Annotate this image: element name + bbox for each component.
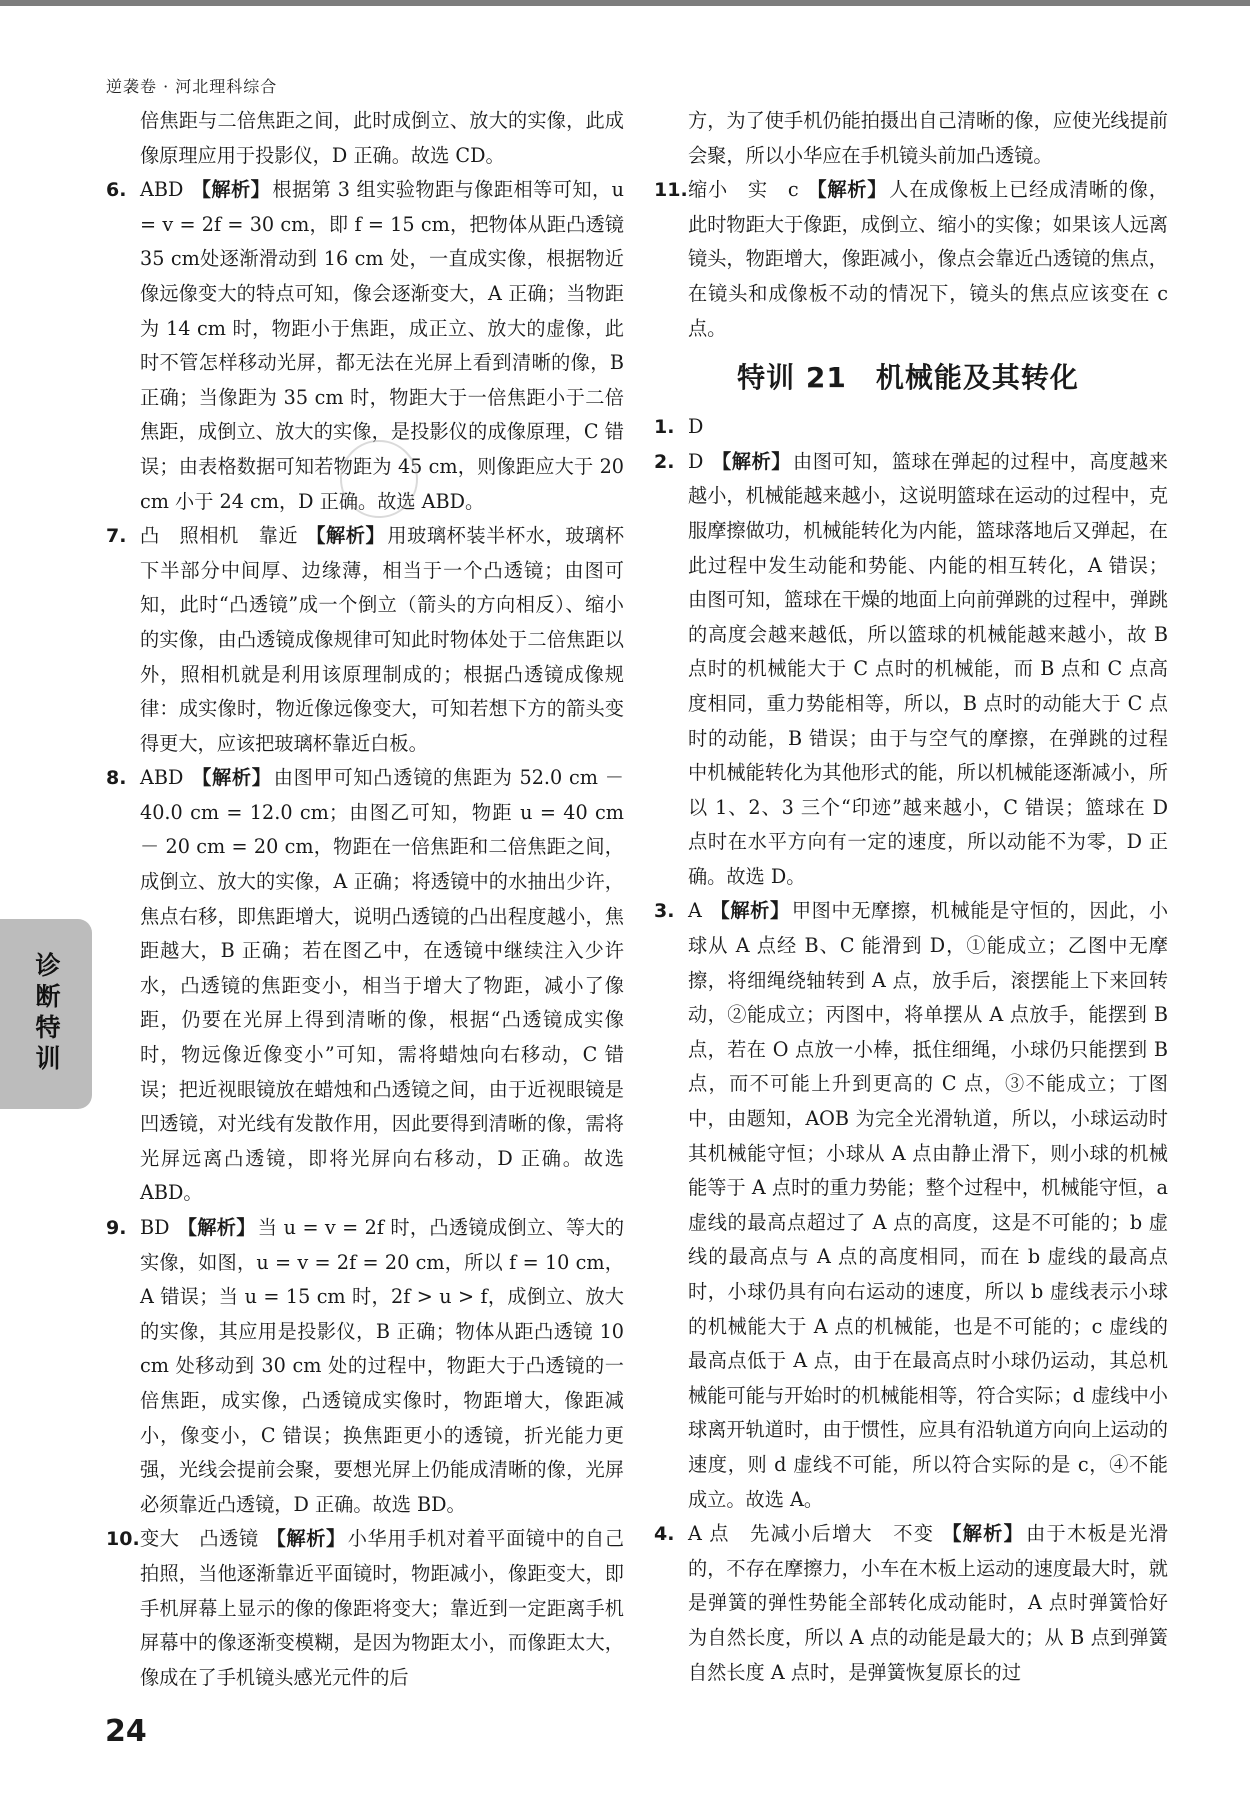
right-column: [648, 104, 1168, 1690]
left-column: [100, 104, 624, 1695]
answer-item-7: 7. 凸 照相机 靠近 【解析】 用玻璃杯装半杯水，玻璃杯下半部分中间厚、边缘薄，相当于一个凸透镜；由图可知，此时“凸透镜”成一个倒立（箭头的方向相反）、缩小的实像，由凸透镜成像规律可知此时物体处于二倍焦距以外，照相机就是利用该原理制成的；根据凸透镜成像规律：成实像时，物近像远像变大，可知若想下方的箭头变得更大，应该把玻璃杯靠近白板。: [106, 524, 625, 755]
section-title: 特训 21 机械能及其转化: [737, 361, 1079, 395]
answer-continuation: 倍焦距与二倍焦距之间，此时成倒立、放大的实像，此成像原理应用于投影仪，D 正确。故选 CD。: [140, 109, 624, 167]
answer-item-4: 4. A 点 先减小后增大 不变 【解析】 由于木板是光滑的，不存在摩擦力，小车在木板上运动的速度最大时，就是弹簧的弹性势能全部转化成动能时，A 点时弹簧恰好为自然长度，所以 A 点的动能是最大的；从 B 点到弹簧自然长度 A 点时，是弹簧恢复原长的过: [654, 1522, 1169, 1684]
answer-item-2: 2. D 【解析】 由图可知，篮球在弹起的过程中，高度越来越小，机械能越来越小，这说明篮球在运动的过程中，克服摩擦做功，机械能转化为内能，篮球落地后又弹起，在此过程中发生动能和势能、内能的相互转化，A 错误；由图可知，篮球在干燥的地面上向前弹跳的过程中，弹跳的高度会越来越低，所以篮球的机械能越来越小，故 B 点时的机械能大于 C 点时的机械能，而 B 点和 C 点高度相同，重力势能相等，所以，B 点时的动能大于 C 点时的动能，B 错误；由于与空气的摩擦，在弹跳的过程中机械能转化为其他形式的能，所以机械能逐渐减小，所以 1、2、3 三个“印迹”越来越小，C 错误；篮球在 D 点时在水平方向有一定的速度，所以动能不为零，D 正确。故选 D。: [654, 449, 1168, 888]
top-rule: [0, 0, 1250, 6]
faint-stamp: [340, 440, 418, 518]
answer-item-9: 9. BD 【解析】 当 u = v = 2f 时，凸透镜成倒立、等大的实像，如图，u = v = 2f = 20 cm，所以 f = 10 cm，A 错误；当 u = 15 cm 时，2f > u > f，成倒立、放大的实像，其应用是投影仪，B 正确；物体从距凸透镜 10 cm 处移动到 30 cm 处的过程中，物距大于凸透镜的一倍焦距，成实像，凸透镜成实像时，物距增大，像距减小，像变小，C 错误；换焦距更小的透镜，折光能力更强，光线会提前会聚，要想光屏上仍能成清晰的像，光屏必须靠近凸透镜，D 正确。故选 BD。: [106, 1216, 625, 1516]
answer-continuation: 方，为了使手机仍能拍摄出自己清晰的像，应使光线提前会聚，所以小华应在手机镜头前加凸透镜。: [688, 109, 1168, 167]
answer-item-3: 3. A 【解析】 甲图中无摩擦，机械能是守恒的，因此，小球从 A 点经 B、C 能滑到 D，①能成立；乙图中无摩擦，将细绳绕轴转到 A 点，放手后，滚摆能上下来回转动，②能成立；丙图中，将单摆从 A 点放手，能摆到 B 点，若在 O 点放一小棒，抵住细绳，小球仍只能摆到 B 点，而不可能上升到更高的 C 点，③不能成立；丁图中，由题知，AOB 为完全光滑轨道，所以，小球运动时其机械能守恒；小球从 A 点由静止滑下，则小球的机械能等于 A 点时的重力势能；整个过程中，机械能守恒，a 虚线的最高点超过了 A 点的高度，这是不可能的；b 虚线的最高点与 A 点的高度相同，而在 b 虚线的最高点时，小球仍具有向右运动的速度，所以 b 虚线表示小球的机械能大于 A 点的机械能，也是不可能的；c 虚线的最高点低于 A 点，由于在最高点时小球仍运动，其总机械能可能与开始时的机械能相等，符合实际；d 虚线中小球离开轨道时，由于惯性，应具有沿轨道方向向上运动的速度，则 d 虚线不可能，所以符合实际的是 c，④不能成立。故选 A。: [654, 899, 1169, 1511]
answer-item-10: 10. 变大 凸透镜 【解析】 小华用手机对着平面镜中的自己拍照，当他逐渐靠近平面镜时，物距减小，像距变大，即手机屏幕上显示的像的像距将变大；靠近到一定距离手机屏幕中的像逐渐变模糊，是因为物距太小，而像距太大，像成在了手机镜头感光元件的后: [106, 1527, 625, 1689]
answer-item-6: 6. ABD 【解析】 根据第 3 组实验物距与像距相等可知，u = v = 2f = 30 cm，即 f = 15 cm，把物体从距凸透镜 35 cm处逐渐滑动到 16 cm 处，一直成实像，根据物近像远像变大的特点可知，像会逐渐变大，A 正确；当物距为 14 cm 时，物距小于焦距，成正立、放大的虚像，此时不管怎样移动光屏，都无法在光屏上看到清晰的像，B 正确；当像距为 35 cm 时，物距大于一倍焦距小于二倍焦距，成倒立、放大的实像，是投影仪的成像原理，C 错误；由表格数据可知若物距为 45 cm，则像距应大于 20 cm 小于 24 cm，D 正确。故选 ABD。: [106, 178, 625, 513]
section-side-tab: 诊断特训: [0, 919, 92, 1109]
answer-item-11: 11. 缩小 实 c 【解析】 人在成像板上已经成清晰的像，此时物距大于像距，成倒立、缩小的实像；如果该人远离镜头，物距增大，像距减小，像点会靠近凸透镜的焦点，在镜头和成像板不动的情况下，镜头的焦点应该变在 c 点。: [654, 178, 1169, 340]
page-number: 24: [105, 1714, 147, 1749]
running-header: 逆袭卷 · 河北理科综合: [106, 77, 278, 96]
answer-item-8: 8. ABD 【解析】 由图甲可知凸透镜的焦距为 52.0 cm －40.0 cm = 12.0 cm；由图乙可知，物距 u = 40 cm － 20 cm = 20 cm，物距在一倍焦距和二倍焦距之间，成倒立、放大的实像，A 正确；将透镜中的水抽出少许，焦点右移，即焦距增大，说明凸透镜的凸出程度越小，焦距越大，B 正确；若在图乙中，在透镜中继续注入少许水，凸透镜的焦距变小，相当于增大了物距，减小了像距，仍要在光屏上得到清晰的像，根据“凸透镜成实像时，物远像近像变小”可知，需将蜡烛向右移动，C 错误；把近视眼镜放在蜡烛和凸透镜之间，由于近视眼镜是凹透镜，对光线有发散作用，因此要得到清晰的像，需将光屏远离凸透镜，即将光屏向右移动，D 正确。故选 ABD。: [106, 766, 624, 1205]
answer-item-1: 1. D: [654, 415, 704, 439]
